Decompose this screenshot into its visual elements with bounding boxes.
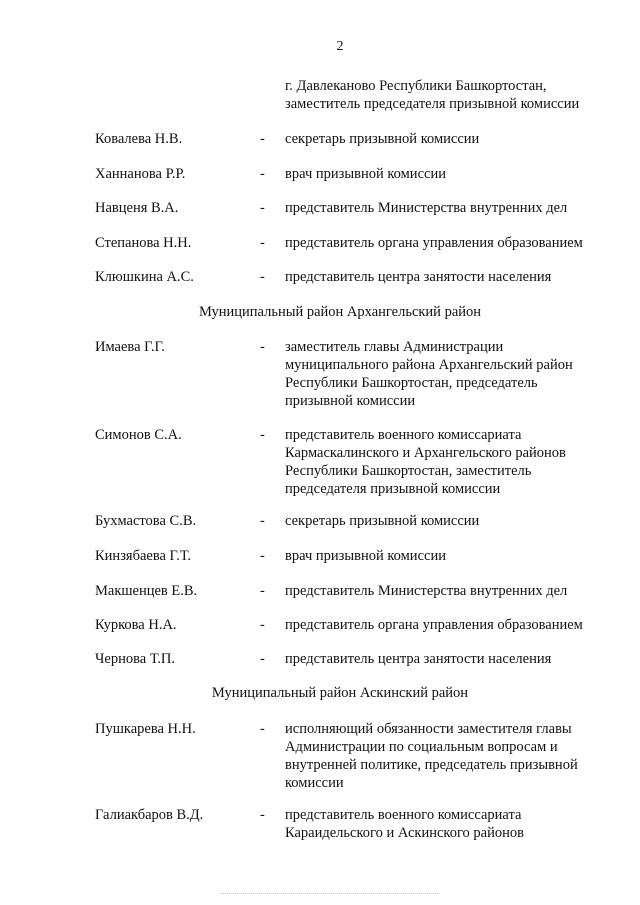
dash: - [260, 427, 265, 443]
member-name: Навценя В.А. [95, 200, 179, 216]
member-name: Степанова Н.Н. [95, 235, 192, 251]
role-line: представитель центра занятости населения [285, 651, 552, 667]
dash: - [260, 200, 265, 216]
member-name: Пушкарева Н.Н. [95, 721, 196, 737]
role-line: заместитель главы Администрации [285, 339, 504, 355]
member-name: Клюшкина А.С. [95, 269, 194, 285]
dash: - [260, 583, 265, 599]
member-name: Ханнанова Р.Р. [95, 166, 186, 182]
member-name: Ковалева Н.В. [95, 131, 183, 147]
member-name: Имаева Г.Г. [95, 339, 165, 355]
role-line: исполняющий обязанности заместителя главы [285, 721, 572, 737]
dash: - [260, 513, 265, 529]
role-line: представитель военного комиссариата [285, 807, 522, 823]
page-number: 2 [336, 39, 344, 54]
continuation-line: г. Давлеканово Республики Башкортостан, [285, 78, 547, 94]
member-role [285, 165, 615, 183]
role-line: Республики Башкортостан, председатель [285, 375, 538, 391]
role-line: представитель Министерства внутренних дел [285, 583, 568, 599]
member-role [285, 130, 615, 148]
dash: - [260, 548, 265, 564]
continuation-text [285, 77, 625, 113]
dash: - [260, 166, 265, 182]
role-line: призывной комиссии [285, 393, 416, 409]
member-role [285, 582, 615, 600]
role-line: врач призывной комиссии [285, 166, 446, 182]
member-name: Куркова Н.А. [95, 617, 177, 633]
role-line: Кармаскалинского и Архангельского районов [285, 445, 566, 461]
member-role [285, 547, 615, 565]
member-role [285, 426, 615, 498]
role-line: секретарь призывной комиссии [285, 131, 480, 147]
member-role [285, 720, 615, 792]
member-role [285, 199, 615, 217]
role-line: представитель органа управления образованием [285, 235, 583, 251]
scan-artifact [220, 893, 440, 895]
role-line: муниципального района Архангельский район [285, 357, 573, 373]
role-line: Караидельского и Аскинского районов [285, 825, 524, 841]
member-role [285, 512, 615, 530]
dash: - [260, 339, 265, 355]
role-line: представитель военного комиссариата [285, 427, 522, 443]
dash: - [260, 617, 265, 633]
member-role [285, 616, 615, 634]
dash: - [260, 235, 265, 251]
role-line: Республики Башкортостан, заместитель [285, 463, 532, 479]
role-line: представитель органа управления образованием [285, 617, 583, 633]
section-heading: Муниципальный район Аскинский район [211, 685, 469, 701]
member-role [285, 268, 615, 286]
role-line: внутренней политике, председатель призывной [285, 757, 578, 773]
member-role [285, 338, 615, 410]
dash: - [260, 131, 265, 147]
role-line: представитель Министерства внутренних дел [285, 200, 568, 216]
member-name: Чернова Т.П. [95, 651, 175, 667]
member-name: Макшенцев Е.В. [95, 583, 198, 599]
dash: - [260, 651, 265, 667]
role-line: председателя призывной комиссии [285, 481, 501, 497]
member-role [285, 234, 615, 252]
member-name: Галиакбаров В.Д. [95, 807, 204, 823]
member-role [285, 806, 615, 842]
continuation-line: заместитель председателя призывной комиссии [285, 96, 580, 112]
dash: - [260, 807, 265, 823]
member-role [285, 650, 615, 668]
role-line: Администрации по социальным вопросам и [285, 739, 558, 755]
role-line: комиссии [285, 775, 344, 791]
role-line: представитель центра занятости населения [285, 269, 552, 285]
dash: - [260, 269, 265, 285]
member-name: Бухмастова С.В. [95, 513, 197, 529]
role-line: врач призывной комиссии [285, 548, 446, 564]
role-line: секретарь призывной комиссии [285, 513, 480, 529]
member-name: Кинзябаева Г.Т. [95, 548, 191, 564]
section-heading: Муниципальный район Архангельский район [198, 304, 482, 320]
dash: - [260, 721, 265, 737]
member-name: Симонов С.А. [95, 427, 182, 443]
